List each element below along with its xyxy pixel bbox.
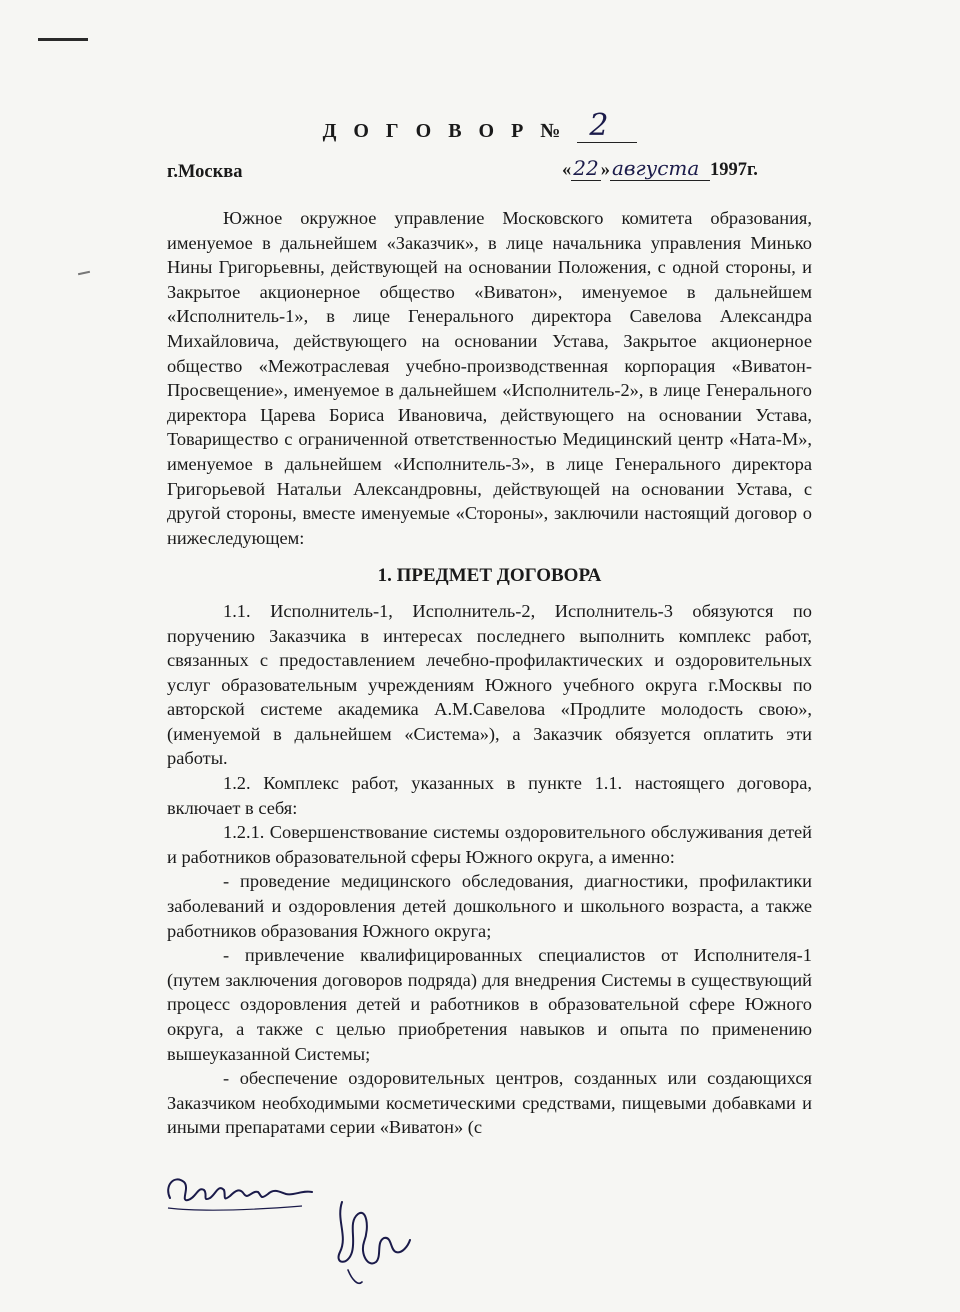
- date-close-quote: »: [600, 160, 610, 180]
- date-year: 1997г.: [709, 160, 758, 180]
- contract-number: 2: [589, 108, 609, 143]
- date-year-gap: [701, 160, 710, 181]
- bullet-item: - обеспечение оздоровительных центров, созданных или создающихся Заказчиком необходимыми косметическими средствами, пищевыми добавками и иными препаратами серии «Виватон» (с: [167, 1068, 812, 1138]
- date-day: 22: [573, 156, 599, 180]
- contract-date: [562, 156, 758, 181]
- section-heading: 1. ПРЕДМЕТ ДОГОВОРА: [377, 565, 602, 587]
- signature-first: [162, 1168, 322, 1218]
- clause-1-2: 1.2. Комплекс работ, указанных в пункте 1.1. настоящего договора, включает в себя:: [167, 773, 812, 818]
- contract-title: [0, 108, 960, 143]
- clause-1-2-1: 1.2.1. Совершенствование системы оздоровительного обслуживания детей и работников образовательной сферы Южного округа, а именно:: [167, 822, 812, 867]
- scan-mark: [38, 38, 88, 41]
- date-open-quote: «: [562, 160, 572, 180]
- bullet-item: - проведение медицинского обследования, диагностики, профилактики заболеваний и оздоровления детей дошкольного и школьного возраста, а также работников образования Южного округа;: [167, 871, 812, 941]
- signature-second: [318, 1192, 418, 1292]
- contract-number-field: [577, 108, 637, 143]
- city: г.Москва: [167, 162, 243, 182]
- margin-mark: [78, 271, 90, 275]
- date-month: августа: [611, 156, 700, 180]
- contract-body: [167, 206, 812, 1140]
- contract-title-text: Д О Г О В О Р №: [322, 120, 567, 142]
- bullet-item: - привлечение квалифицированных специалистов от Исполнителя-1 (путем заключения договоров подряда) для внедрения Системы в существующий процесс оздоровления детей и работников в образовательной сфере Южного округа, а также с целью приобретения навыков и опыта по применению вышеуказанной Системы;: [167, 945, 812, 1064]
- preamble-paragraph: Южное окружное управление Московского комитета образования, именуемое в дальнейшем «Заказчик», в лице начальника управления Минько Нины Григорьевны, действующей на основании Положения, с одной стороны, и Закрытое акционерное общество «Виватон», именуемое в дальнейшем «Исполнитель-1», в лице Генерального директора Савелова Александра Михайловича, действующего на основании Устава, Закрытое акционерное общество «Межотраслевая учебно-производственная корпорация «Виватон-Просвещение», именуемое в дальнейшем «Исполнитель-2», в лице Генерального директора Царева Бориса Ивановича, действующего на основании Устава, Товарищество с ограниченной ответственностью Медицинский центр «Ната-М», именуемое в дальнейшем «Исполнитель-3», в лице Генерального директора Григорьевой Натальи Александровны, действующей на основании Устава, с другой стороны, вместе именуемые «Стороны», заключили настоящий договор о нижеследующем:: [167, 208, 812, 548]
- clause-1-1: 1.1. Исполнитель-1, Исполнитель-2, Исполнитель-3 обязуются по поручению Заказчика в интересах последнего выполнить комплекс работ, связанных с предоставлением лечебно-профилактических и оздоровительных услуг образовательным учреждениям Южного учебного округа г.Москвы по авторской системе академика А.М.Савелова «Продлите молодость свою», (именуемой в дальнейшем «Система»), а Заказчик обязуется оплатить эти работы.: [167, 600, 812, 769]
